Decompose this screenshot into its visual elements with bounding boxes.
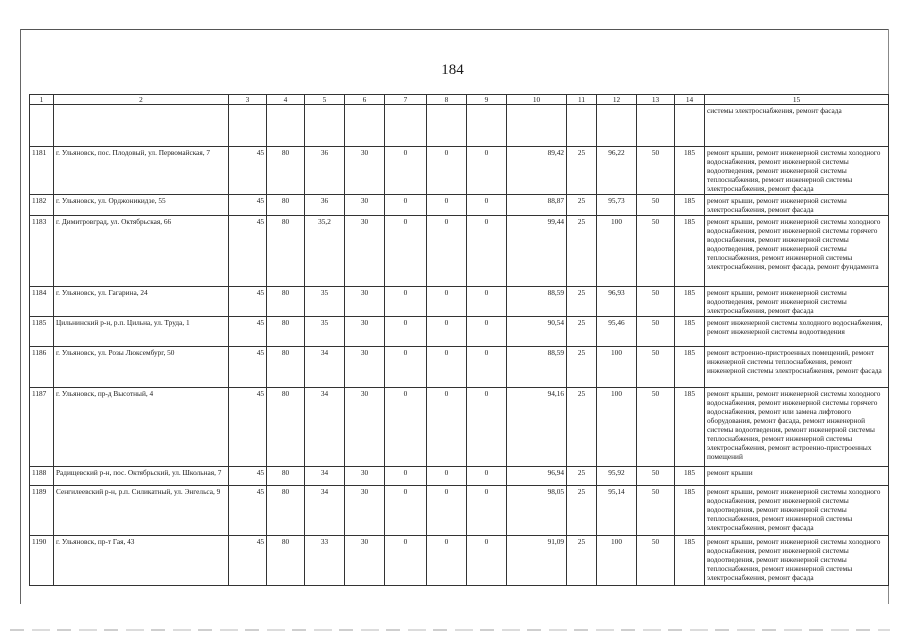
- value-cell: 89,42: [507, 147, 567, 195]
- value-cell: 80: [267, 467, 305, 486]
- value-cell: 0: [467, 287, 507, 317]
- value-cell: 25: [567, 347, 597, 388]
- row-number: 1190: [30, 536, 54, 586]
- value-cell: 0: [467, 195, 507, 216]
- value-cell: 185: [675, 536, 705, 586]
- value-cell: 30: [345, 388, 385, 467]
- address-cell: г. Ульяновск, ул. Розы Люксембург, 50: [54, 347, 229, 388]
- value-cell: 0: [467, 467, 507, 486]
- value-cell: 25: [567, 388, 597, 467]
- works-cell: ремонт крыши: [705, 467, 889, 486]
- value-cell: 45: [229, 467, 267, 486]
- value-cell: 185: [675, 467, 705, 486]
- address-cell: г. Ульяновск, пр-д Высотный, 4: [54, 388, 229, 467]
- value-cell: 25: [567, 317, 597, 347]
- table-row: [30, 486, 889, 536]
- column-header: 7: [385, 95, 427, 105]
- column-header: 5: [305, 95, 345, 105]
- value-cell: 25: [567, 467, 597, 486]
- row-number: 1189: [30, 486, 54, 536]
- table-row: [30, 388, 889, 467]
- value-cell: 91,09: [507, 536, 567, 586]
- value-cell: 50: [637, 317, 675, 347]
- page-number: 184: [441, 62, 464, 78]
- value-cell: 88,59: [507, 287, 567, 317]
- scan-frame-top: [20, 29, 888, 30]
- address-cell: Цильнинский р-н, р.п. Цильна, ул. Труда, 1: [54, 317, 229, 347]
- table-row: [30, 216, 889, 287]
- value-cell: 0: [385, 287, 427, 317]
- column-header: 10: [507, 95, 567, 105]
- scan-noise-strip: [10, 629, 890, 631]
- works-cell: ремонт крыши, ремонт инженерной системы холодного водоснабжения, ремонт инженерной системы горячего водоснабжения, ремонт или замена лифтового оборудования, ремонт фасада, ремонт инженерной системы водоотведения, ремонт инженерной системы теплоснабжения, ремонт инженерной системы электроснабжения, ремонт встроенно-пристроенных помещений: [705, 388, 889, 467]
- value-cell: 30: [345, 317, 385, 347]
- value-cell: 45: [229, 195, 267, 216]
- value-cell: 35: [305, 287, 345, 317]
- value-cell: 45: [229, 287, 267, 317]
- value-cell: 80: [267, 195, 305, 216]
- value-cell: 0: [427, 486, 467, 536]
- column-header: 14: [675, 95, 705, 105]
- row-number: 1182: [30, 195, 54, 216]
- value-cell: 0: [385, 536, 427, 586]
- row-number: 1181: [30, 147, 54, 195]
- row-number: 1187: [30, 388, 54, 467]
- value-cell: 30: [345, 195, 385, 216]
- value-cell: 50: [637, 536, 675, 586]
- address-cell: г. Ульяновск, ул. Гагарина, 24: [54, 287, 229, 317]
- column-header: 6: [345, 95, 385, 105]
- value-cell: 185: [675, 287, 705, 317]
- address-cell: г. Ульяновск, ул. Орджоникидзе, 55: [54, 195, 229, 216]
- value-cell: 35: [305, 317, 345, 347]
- table-row: [30, 347, 889, 388]
- value-cell: 185: [675, 388, 705, 467]
- value-cell: 30: [345, 347, 385, 388]
- column-header: 1: [30, 95, 54, 105]
- value-cell: 80: [267, 347, 305, 388]
- table-row: [30, 147, 889, 195]
- value-cell: 30: [345, 467, 385, 486]
- value-cell: 0: [427, 347, 467, 388]
- value-cell: 0: [427, 216, 467, 287]
- value-cell: 34: [305, 486, 345, 536]
- table-row: [30, 195, 889, 216]
- value-cell: 50: [637, 486, 675, 536]
- value-cell: 0: [385, 195, 427, 216]
- value-cell: 34: [305, 388, 345, 467]
- value-cell: 95,73: [597, 195, 637, 216]
- column-header: 3: [229, 95, 267, 105]
- row-number: 1188: [30, 467, 54, 486]
- table-body: [30, 95, 889, 586]
- value-cell: 50: [637, 287, 675, 317]
- value-cell: 35,2: [305, 216, 345, 287]
- value-cell: 0: [467, 388, 507, 467]
- table-row: [30, 317, 889, 347]
- value-cell: 50: [637, 347, 675, 388]
- value-cell: 0: [467, 347, 507, 388]
- value-cell: 88,59: [507, 347, 567, 388]
- value-cell: 45: [229, 536, 267, 586]
- value-cell: 94,16: [507, 388, 567, 467]
- value-cell: 50: [637, 195, 675, 216]
- value-cell: 95,92: [597, 467, 637, 486]
- value-cell: 30: [345, 536, 385, 586]
- value-cell: 25: [567, 195, 597, 216]
- value-cell: 88,87: [507, 195, 567, 216]
- value-cell: 0: [467, 536, 507, 586]
- value-cell: 80: [267, 147, 305, 195]
- value-cell: 50: [637, 147, 675, 195]
- column-header: 2: [54, 95, 229, 105]
- value-cell: 0: [467, 317, 507, 347]
- value-cell: 0: [427, 287, 467, 317]
- value-cell: 80: [267, 486, 305, 536]
- column-header: 8: [427, 95, 467, 105]
- column-header: 13: [637, 95, 675, 105]
- address-cell: г. Димитровград, ул. Октябрьская, 66: [54, 216, 229, 287]
- value-cell: 95,14: [597, 486, 637, 536]
- value-cell: 25: [567, 486, 597, 536]
- value-cell: 100: [597, 388, 637, 467]
- value-cell: 0: [427, 467, 467, 486]
- column-header: 15: [705, 95, 889, 105]
- value-cell: 45: [229, 317, 267, 347]
- value-cell: 45: [229, 486, 267, 536]
- column-header: 4: [267, 95, 305, 105]
- value-cell: 0: [385, 467, 427, 486]
- continuation-works: системы электроснабжения, ремонт фасада: [705, 105, 889, 147]
- works-cell: ремонт крыши, ремонт инженерной системы водоотведения, ремонт инженерной системы электроснабжения, ремонт фасада: [705, 287, 889, 317]
- works-cell: ремонт крыши, ремонт инженерной системы холодного водоснабжения, ремонт инженерной системы водоотведения, ремонт инженерной системы теплоснабжения, ремонт инженерной системы электроснабжения, ремонт фасада: [705, 147, 889, 195]
- value-cell: 0: [385, 216, 427, 287]
- value-cell: 0: [427, 317, 467, 347]
- works-cell: ремонт крыши, ремонт инженерной системы холодного водоснабжения, ремонт инженерной системы горячего водоснабжения, ремонт инженерной системы водоотведения, ремонт инженерной системы теплоснабжения, ремонт инженерной системы электроснабжения, ремонт фасада, ремонт фундамента: [705, 216, 889, 287]
- value-cell: 0: [385, 347, 427, 388]
- value-cell: 100: [597, 347, 637, 388]
- value-cell: 45: [229, 347, 267, 388]
- value-cell: 25: [567, 287, 597, 317]
- value-cell: 0: [385, 486, 427, 536]
- value-cell: 36: [305, 195, 345, 216]
- value-cell: 25: [567, 147, 597, 195]
- value-cell: 96,94: [507, 467, 567, 486]
- column-number-row: [30, 95, 889, 105]
- row-number: 1184: [30, 287, 54, 317]
- data-table: [29, 94, 889, 586]
- value-cell: 0: [385, 147, 427, 195]
- column-header: 9: [467, 95, 507, 105]
- value-cell: 80: [267, 216, 305, 287]
- value-cell: 33: [305, 536, 345, 586]
- works-cell: ремонт крыши, ремонт инженерной системы электроснабжения, ремонт фасада: [705, 195, 889, 216]
- works-cell: ремонт крыши, ремонт инженерной системы холодного водоснабжения, ремонт инженерной системы водоотведения, ремонт инженерной системы теплоснабжения, ремонт инженерной системы электроснабжения, ремонт фасада: [705, 486, 889, 536]
- scan-frame-left: [20, 29, 21, 604]
- value-cell: 100: [597, 536, 637, 586]
- table-row: [30, 536, 889, 586]
- value-cell: 0: [385, 317, 427, 347]
- row-number: 1186: [30, 347, 54, 388]
- value-cell: 90,54: [507, 317, 567, 347]
- address-cell: Радищевский р-н, пос. Октябрьский, ул. Школьная, 7: [54, 467, 229, 486]
- column-header: 12: [597, 95, 637, 105]
- value-cell: 95,46: [597, 317, 637, 347]
- value-cell: 96,93: [597, 287, 637, 317]
- table-row: [30, 287, 889, 317]
- value-cell: 185: [675, 347, 705, 388]
- value-cell: 96,22: [597, 147, 637, 195]
- row-number: 1183: [30, 216, 54, 287]
- value-cell: 25: [567, 216, 597, 287]
- value-cell: 185: [675, 147, 705, 195]
- value-cell: 36: [305, 147, 345, 195]
- value-cell: 0: [385, 388, 427, 467]
- value-cell: 30: [345, 287, 385, 317]
- value-cell: 80: [267, 388, 305, 467]
- address-cell: г. Ульяновск, пр-т Гая, 43: [54, 536, 229, 586]
- value-cell: 80: [267, 536, 305, 586]
- value-cell: 0: [427, 536, 467, 586]
- value-cell: 45: [229, 388, 267, 467]
- value-cell: 25: [567, 536, 597, 586]
- value-cell: 45: [229, 147, 267, 195]
- value-cell: 34: [305, 467, 345, 486]
- value-cell: 50: [637, 467, 675, 486]
- value-cell: 185: [675, 195, 705, 216]
- value-cell: 30: [345, 486, 385, 536]
- table-row: [30, 467, 889, 486]
- value-cell: 0: [427, 388, 467, 467]
- value-cell: 50: [637, 388, 675, 467]
- value-cell: 45: [229, 216, 267, 287]
- value-cell: 80: [267, 317, 305, 347]
- value-cell: 30: [345, 216, 385, 287]
- value-cell: 34: [305, 347, 345, 388]
- row-number: 1185: [30, 317, 54, 347]
- value-cell: 30: [345, 147, 385, 195]
- continuation-row: [30, 105, 889, 147]
- works-cell: ремонт встроенно-пристроенных помещений, ремонт инженерной системы теплоснабжения, ремонт инженерной системы электроснабжения, ремонт фасада: [705, 347, 889, 388]
- value-cell: 185: [675, 317, 705, 347]
- value-cell: 50: [637, 216, 675, 287]
- address-cell: Сенгилеевский р-н, р.п. Силикатный, ул. Энгельса, 9: [54, 486, 229, 536]
- value-cell: 0: [467, 216, 507, 287]
- value-cell: 0: [467, 486, 507, 536]
- works-cell: ремонт крыши, ремонт инженерной системы холодного водоснабжения, ремонт инженерной системы водоотведения, ремонт инженерной системы теплоснабжения, ремонт инженерной системы электроснабжения, ремонт фасада: [705, 536, 889, 586]
- value-cell: 98,05: [507, 486, 567, 536]
- address-cell: г. Ульяновск, пос. Плодовый, ул. Первомайская, 7: [54, 147, 229, 195]
- value-cell: 185: [675, 216, 705, 287]
- value-cell: 185: [675, 486, 705, 536]
- value-cell: 80: [267, 287, 305, 317]
- value-cell: 0: [467, 147, 507, 195]
- value-cell: 99,44: [507, 216, 567, 287]
- value-cell: 0: [427, 195, 467, 216]
- works-cell: ремонт инженерной системы холодного водоснабжения, ремонт инженерной системы водоотведения: [705, 317, 889, 347]
- value-cell: 100: [597, 216, 637, 287]
- value-cell: 0: [427, 147, 467, 195]
- column-header: 11: [567, 95, 597, 105]
